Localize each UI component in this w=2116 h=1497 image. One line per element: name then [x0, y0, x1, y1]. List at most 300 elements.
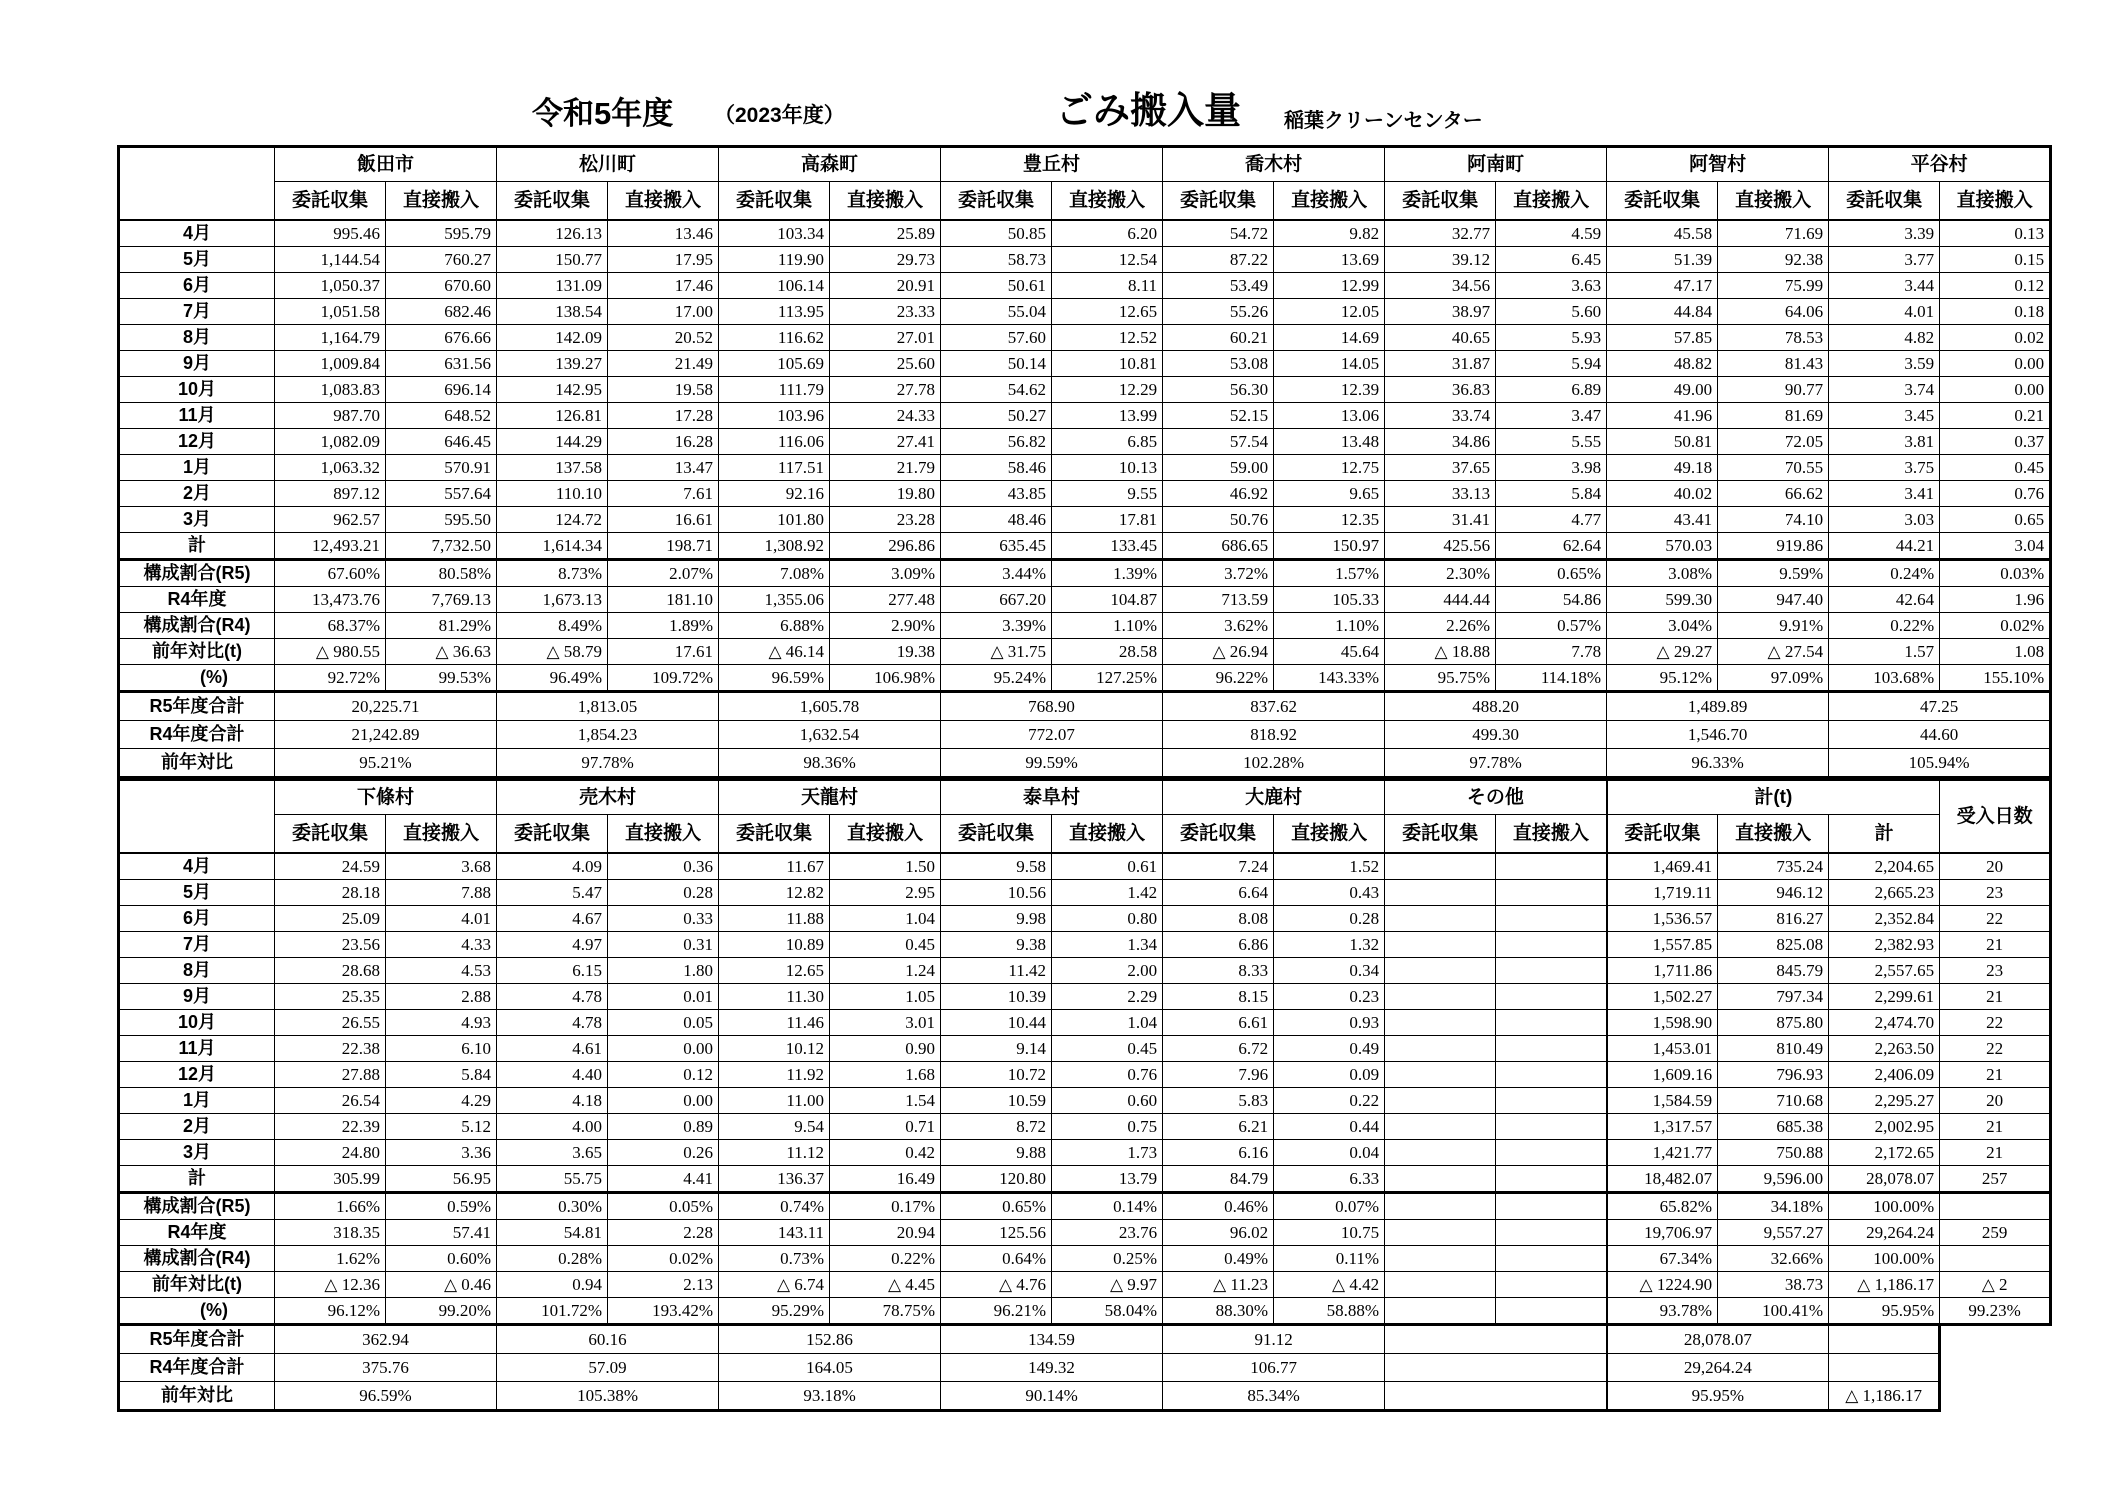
cell: 114.18%: [1496, 665, 1607, 692]
subcolumn-header: 直接搬入: [1274, 815, 1385, 854]
row-label: 4月: [119, 220, 275, 247]
cell: 67.60%: [275, 560, 386, 587]
days-cell: [1940, 1246, 2051, 1272]
cell: 0.37: [1940, 429, 2051, 455]
cell: [1496, 1036, 1607, 1062]
cell: 0.05: [608, 1010, 719, 1036]
row-label: 9月: [119, 984, 275, 1010]
cell: 0.04: [1274, 1140, 1385, 1166]
cell: 897.12: [275, 481, 386, 507]
cell: 3.45: [1829, 403, 1940, 429]
cell: 8.08: [1163, 906, 1274, 932]
days-cell: 23: [1940, 958, 2051, 984]
summary-cell: 106.77: [1163, 1354, 1385, 1382]
cell: [1385, 1140, 1496, 1166]
cell: [1496, 1114, 1607, 1140]
cell: 760.27: [386, 247, 497, 273]
row-label: 8月: [119, 325, 275, 351]
row-label: R4年度: [119, 587, 275, 613]
cell: 277.48: [830, 587, 941, 613]
cell: 104.87: [1052, 587, 1163, 613]
cell: 25.35: [275, 984, 386, 1010]
cell: 57.85: [1607, 325, 1718, 351]
summary-cell: [1385, 1325, 1607, 1354]
cell: 0.15: [1940, 247, 2051, 273]
summary-cell: 95.95%: [1607, 1382, 1829, 1411]
cell: 667.20: [941, 587, 1052, 613]
cell: 5.83: [1163, 1088, 1274, 1114]
cell: 0.60%: [386, 1246, 497, 1272]
days-cell: 22: [1940, 1010, 2051, 1036]
cell: 0.23: [1274, 984, 1385, 1010]
cell: 12.54: [1052, 247, 1163, 273]
cell: 0.22%: [830, 1246, 941, 1272]
cell: 13.48: [1274, 429, 1385, 455]
cell: 1,317.57: [1607, 1114, 1718, 1140]
cell: 686.65: [1163, 533, 1274, 560]
cell: 12.35: [1274, 507, 1385, 533]
cell: 126.13: [497, 220, 608, 247]
table-row: [119, 1010, 2051, 1036]
cell: 142.09: [497, 325, 608, 351]
cell: 10.39: [941, 984, 1052, 1010]
cell: 100.00%: [1829, 1246, 1940, 1272]
cell: 0.65%: [1496, 560, 1607, 587]
table-row: [119, 455, 2051, 481]
cell: 1.89%: [608, 613, 719, 639]
table-row: [119, 247, 2051, 273]
table-row: [119, 639, 2051, 665]
cell: △ 12.36: [275, 1272, 386, 1298]
cell: 17.95: [608, 247, 719, 273]
cell: 4.00: [497, 1114, 608, 1140]
cell: 198.71: [608, 533, 719, 560]
cell: 4.67: [497, 906, 608, 932]
cell: 962.57: [275, 507, 386, 533]
section-header: 飯田市: [275, 147, 497, 182]
cell: [1385, 1166, 1496, 1193]
cell: 106.98%: [830, 665, 941, 692]
cell: 51.39: [1607, 247, 1718, 273]
subcolumn-header: 直接搬入: [1496, 815, 1607, 854]
cell: [1496, 880, 1607, 906]
subcolumn-header: 直接搬入: [1718, 182, 1829, 221]
cell: 1,164.79: [275, 325, 386, 351]
cell: 0.01: [608, 984, 719, 1010]
row-label: 前年対比: [119, 749, 275, 778]
cell: [1385, 1298, 1496, 1325]
days-cell: 20: [1940, 1088, 2051, 1114]
cell: 3.03: [1829, 507, 1940, 533]
cell: 1.04: [1052, 1010, 1163, 1036]
cell: 2,557.65: [1829, 958, 1940, 984]
cell: 0.26: [608, 1140, 719, 1166]
cell: 50.14: [941, 351, 1052, 377]
cell: 648.52: [386, 403, 497, 429]
row-label: 11月: [119, 1036, 275, 1062]
cell: 796.93: [1718, 1062, 1829, 1088]
cell: 1.80: [608, 958, 719, 984]
cell: 4.41: [608, 1166, 719, 1193]
table-row: [119, 533, 2051, 560]
summary-cell: 152.86: [719, 1325, 941, 1354]
cell: 1,308.92: [719, 533, 830, 560]
empty-filler: [1940, 1382, 2051, 1411]
cell: 17.00: [608, 299, 719, 325]
cell: 78.75%: [830, 1298, 941, 1325]
cell: 26.54: [275, 1088, 386, 1114]
cell: 1,082.09: [275, 429, 386, 455]
table-row: [119, 1166, 2051, 1193]
cell: 28.18: [275, 880, 386, 906]
cell: 3.39%: [941, 613, 1052, 639]
cell: [1496, 906, 1607, 932]
days-cell: △ 2: [1940, 1272, 2051, 1298]
cell: 0.49: [1274, 1036, 1385, 1062]
cell: 25.60: [830, 351, 941, 377]
cell: 7.78: [1496, 639, 1607, 665]
row-label: (%): [119, 1298, 275, 1325]
table-row: [119, 613, 2051, 639]
summary-cell: 375.76: [275, 1354, 497, 1382]
cell: 0.00: [608, 1036, 719, 1062]
cell: 946.12: [1718, 880, 1829, 906]
table-row: [119, 1114, 2051, 1140]
cell: 0.07%: [1274, 1193, 1385, 1220]
row-label: R5年度合計: [119, 692, 275, 721]
cell: 0.02%: [608, 1246, 719, 1272]
cell: 101.72%: [497, 1298, 608, 1325]
row-label: 12月: [119, 1062, 275, 1088]
subcolumn-header: 委託収集: [497, 182, 608, 221]
cell: [1496, 1062, 1607, 1088]
summary-cell: 837.62: [1163, 692, 1385, 721]
cell: 1,711.86: [1607, 958, 1718, 984]
summary-row: [119, 692, 2051, 721]
subcolumn-header: 直接搬入: [608, 182, 719, 221]
subheader-row: [119, 815, 2051, 854]
cell: 1,614.34: [497, 533, 608, 560]
cell: 1,609.16: [1607, 1062, 1718, 1088]
table-row: [119, 665, 2051, 692]
cell: 0.02%: [1940, 613, 2051, 639]
cell: 13.47: [608, 455, 719, 481]
cell: △ 4.45: [830, 1272, 941, 1298]
summary-cell: 1,489.89: [1607, 692, 1829, 721]
cell: 53.49: [1163, 273, 1274, 299]
cell: 84.79: [1163, 1166, 1274, 1193]
cell: 1,584.59: [1607, 1088, 1718, 1114]
summary-cell: 90.14%: [941, 1382, 1163, 1411]
cell: 16.28: [608, 429, 719, 455]
cell: 155.10%: [1940, 665, 2051, 692]
cell: 43.41: [1607, 507, 1718, 533]
cell: 3.08%: [1607, 560, 1718, 587]
subcolumn-header: 委託収集: [1385, 182, 1496, 221]
cell: 57.60: [941, 325, 1052, 351]
cell: △ 980.55: [275, 639, 386, 665]
summary-cell: 21,242.89: [275, 721, 497, 749]
table-row: [119, 220, 2051, 247]
cell: 0.36: [608, 853, 719, 880]
section-header: 天龍村: [719, 780, 941, 815]
cell: 133.45: [1052, 533, 1163, 560]
table-row: [119, 958, 2051, 984]
cell: △ 31.75: [941, 639, 1052, 665]
cell: 682.46: [386, 299, 497, 325]
cell: 19.80: [830, 481, 941, 507]
cell: 22.39: [275, 1114, 386, 1140]
cell: 96.22%: [1163, 665, 1274, 692]
cell: △ 29.27: [1607, 639, 1718, 665]
cell: 1,557.85: [1607, 932, 1718, 958]
cell: 685.38: [1718, 1114, 1829, 1140]
summary-cell: 772.07: [941, 721, 1163, 749]
subcolumn-header: 委託収集: [941, 182, 1052, 221]
cell: 7.88: [386, 880, 497, 906]
cell: 5.84: [386, 1062, 497, 1088]
summary-cell: 29,264.24: [1607, 1354, 1829, 1382]
subcolumn-header: 委託収集: [275, 182, 386, 221]
cell: 0.64%: [941, 1246, 1052, 1272]
cell: 96.59%: [719, 665, 830, 692]
cell: 87.22: [1163, 247, 1274, 273]
cell: 9.55: [1052, 481, 1163, 507]
cell: 34.86: [1385, 429, 1496, 455]
cell: 7.08%: [719, 560, 830, 587]
cell: 34.18%: [1718, 1193, 1829, 1220]
cell: 19.38: [830, 639, 941, 665]
cell: 7.96: [1163, 1062, 1274, 1088]
table-row: [119, 507, 2051, 533]
cell: 2.30%: [1385, 560, 1496, 587]
summary-row: [119, 1325, 2051, 1354]
cell: 117.51: [719, 455, 830, 481]
cell: 5.55: [1496, 429, 1607, 455]
cell: 16.61: [608, 507, 719, 533]
cell: 90.77: [1718, 377, 1829, 403]
cell: 4.09: [497, 853, 608, 880]
cell: 631.56: [386, 351, 497, 377]
cell: 4.53: [386, 958, 497, 984]
cell: 0.28: [608, 880, 719, 906]
cell: 52.15: [1163, 403, 1274, 429]
cell: 1.39%: [1052, 560, 1163, 587]
cell: 1,009.84: [275, 351, 386, 377]
cell: 22.38: [275, 1036, 386, 1062]
cell: 3.74: [1829, 377, 1940, 403]
cell: 106.14: [719, 273, 830, 299]
row-label: 計: [119, 1166, 275, 1193]
table-body: [119, 220, 2051, 692]
table-row: [119, 1140, 2051, 1166]
cell: 150.77: [497, 247, 608, 273]
cell: 11.46: [719, 1010, 830, 1036]
cell: △ 11.23: [1163, 1272, 1274, 1298]
cell: 80.58%: [386, 560, 497, 587]
cell: △ 1224.90: [1607, 1272, 1718, 1298]
cell: 11.12: [719, 1140, 830, 1166]
cell: 56.30: [1163, 377, 1274, 403]
days-cell: 99.23%: [1940, 1298, 2051, 1325]
cell: 3.59: [1829, 351, 1940, 377]
cell: 13.99: [1052, 403, 1163, 429]
cell: 6.61: [1163, 1010, 1274, 1036]
section-header: その他: [1385, 780, 1607, 815]
cell: 3.81: [1829, 429, 1940, 455]
cell: △ 1,186.17: [1829, 1272, 1940, 1298]
section-header: 大鹿村: [1163, 780, 1385, 815]
cell: 1,083.83: [275, 377, 386, 403]
cell: 110.10: [497, 481, 608, 507]
table-row: [119, 273, 2051, 299]
cell: 2.00: [1052, 958, 1163, 984]
cell: 8.72: [941, 1114, 1052, 1140]
cell: 995.46: [275, 220, 386, 247]
cell: [1385, 984, 1496, 1010]
cell: 70.55: [1718, 455, 1829, 481]
row-label: 構成割合(R5): [119, 560, 275, 587]
cell: [1385, 958, 1496, 984]
cell: 92.38: [1718, 247, 1829, 273]
summary-cell: 1,854.23: [497, 721, 719, 749]
cell: 2,299.61: [1829, 984, 1940, 1010]
cell: 0.57%: [1496, 613, 1607, 639]
summary-cell: 105.94%: [1829, 749, 2051, 778]
summary-cell: [1829, 1354, 1940, 1382]
cell: 3.41: [1829, 481, 1940, 507]
cell: [1385, 906, 1496, 932]
days-cell: 257: [1940, 1166, 2051, 1193]
cell: 137.58: [497, 455, 608, 481]
cell: 27.01: [830, 325, 941, 351]
cell: 4.61: [497, 1036, 608, 1062]
cell: 109.72%: [608, 665, 719, 692]
cell: 142.95: [497, 377, 608, 403]
cell: 105.33: [1274, 587, 1385, 613]
summary-cell: 91.12: [1163, 1325, 1385, 1354]
cell: 8.11: [1052, 273, 1163, 299]
cell: 97.09%: [1718, 665, 1829, 692]
cell: 193.42%: [608, 1298, 719, 1325]
cell: 0.12: [1940, 273, 2051, 299]
cell: 4.40: [497, 1062, 608, 1088]
cell: 17.61: [608, 639, 719, 665]
cell: 9.98: [941, 906, 1052, 932]
subcolumn-header: 委託収集: [1607, 182, 1718, 221]
cell: 0.11%: [1274, 1246, 1385, 1272]
cell: 95.24%: [941, 665, 1052, 692]
cell: 139.27: [497, 351, 608, 377]
cell: 2,204.65: [1829, 853, 1940, 880]
cell: 0.22%: [1829, 613, 1940, 639]
cell: 3.47: [1496, 403, 1607, 429]
cell: 1.24: [830, 958, 941, 984]
cell: 24.59: [275, 853, 386, 880]
cell: 1.34: [1052, 932, 1163, 958]
cell: [1385, 1010, 1496, 1036]
cell: [1496, 853, 1607, 880]
cell: 95.12%: [1607, 665, 1718, 692]
summary-cell: 97.78%: [497, 749, 719, 778]
cell: 947.40: [1718, 587, 1829, 613]
cell: 2,474.70: [1829, 1010, 1940, 1036]
cell: △ 18.88: [1385, 639, 1496, 665]
summary-cell: 164.05: [719, 1354, 941, 1382]
cell: 1,050.37: [275, 273, 386, 299]
cell: 3.04%: [1607, 613, 1718, 639]
summary-cell: [1829, 1325, 1940, 1354]
cell: 113.95: [719, 299, 830, 325]
cell: 5.12: [386, 1114, 497, 1140]
cell: 11.67: [719, 853, 830, 880]
cell: [1385, 853, 1496, 880]
cell: [1496, 1272, 1607, 1298]
cell: 27.41: [830, 429, 941, 455]
cell: 557.64: [386, 481, 497, 507]
summary-cell: 96.33%: [1607, 749, 1829, 778]
cell: 12,493.21: [275, 533, 386, 560]
summary-cell: 96.59%: [275, 1382, 497, 1411]
cell: 845.79: [1718, 958, 1829, 984]
cell: 3.01: [830, 1010, 941, 1036]
table-row: [119, 587, 2051, 613]
subcolumn-header: 直接搬入: [1496, 182, 1607, 221]
cell: 4.59: [1496, 220, 1607, 247]
cell: 58.04%: [1052, 1298, 1163, 1325]
cell: 33.74: [1385, 403, 1496, 429]
cell: 96.21%: [941, 1298, 1052, 1325]
row-label: 9月: [119, 351, 275, 377]
cell: 7,769.13: [386, 587, 497, 613]
cell: 136.37: [719, 1166, 830, 1193]
cell: 23.28: [830, 507, 941, 533]
summary-cell: 93.18%: [719, 1382, 941, 1411]
subcolumn-header: 計: [1829, 815, 1940, 854]
cell: 34.56: [1385, 273, 1496, 299]
cell: [1496, 1193, 1607, 1220]
cell: 1,719.11: [1607, 880, 1718, 906]
cell: 3.36: [386, 1140, 497, 1166]
cell: 0.90: [830, 1036, 941, 1062]
cell: 0.30%: [497, 1193, 608, 1220]
cell: 37.65: [1385, 455, 1496, 481]
cell: 444.44: [1385, 587, 1496, 613]
cell: 71.69: [1718, 220, 1829, 247]
cell: 3.62%: [1163, 613, 1274, 639]
cell: 96.02: [1163, 1220, 1274, 1246]
row-label: 6月: [119, 273, 275, 299]
cell: 56.95: [386, 1166, 497, 1193]
summary-cell: 134.59: [941, 1325, 1163, 1354]
cell: 750.88: [1718, 1140, 1829, 1166]
cell: 44.84: [1607, 299, 1718, 325]
cell: 1,469.41: [1607, 853, 1718, 880]
cell: 29,264.24: [1829, 1220, 1940, 1246]
cell: 1,598.90: [1607, 1010, 1718, 1036]
cell: [1385, 1220, 1496, 1246]
subcolumn-header: 直接搬入: [386, 815, 497, 854]
cell: 48.46: [941, 507, 1052, 533]
cell: 12.99: [1274, 273, 1385, 299]
cell: 103.96: [719, 403, 830, 429]
cell: 425.56: [1385, 533, 1496, 560]
cell: 2.90%: [830, 613, 941, 639]
cell: 5.94: [1496, 351, 1607, 377]
summary-cell: 1,605.78: [719, 692, 941, 721]
section-header: 平谷村: [1829, 147, 2051, 182]
table-row: [119, 429, 2051, 455]
